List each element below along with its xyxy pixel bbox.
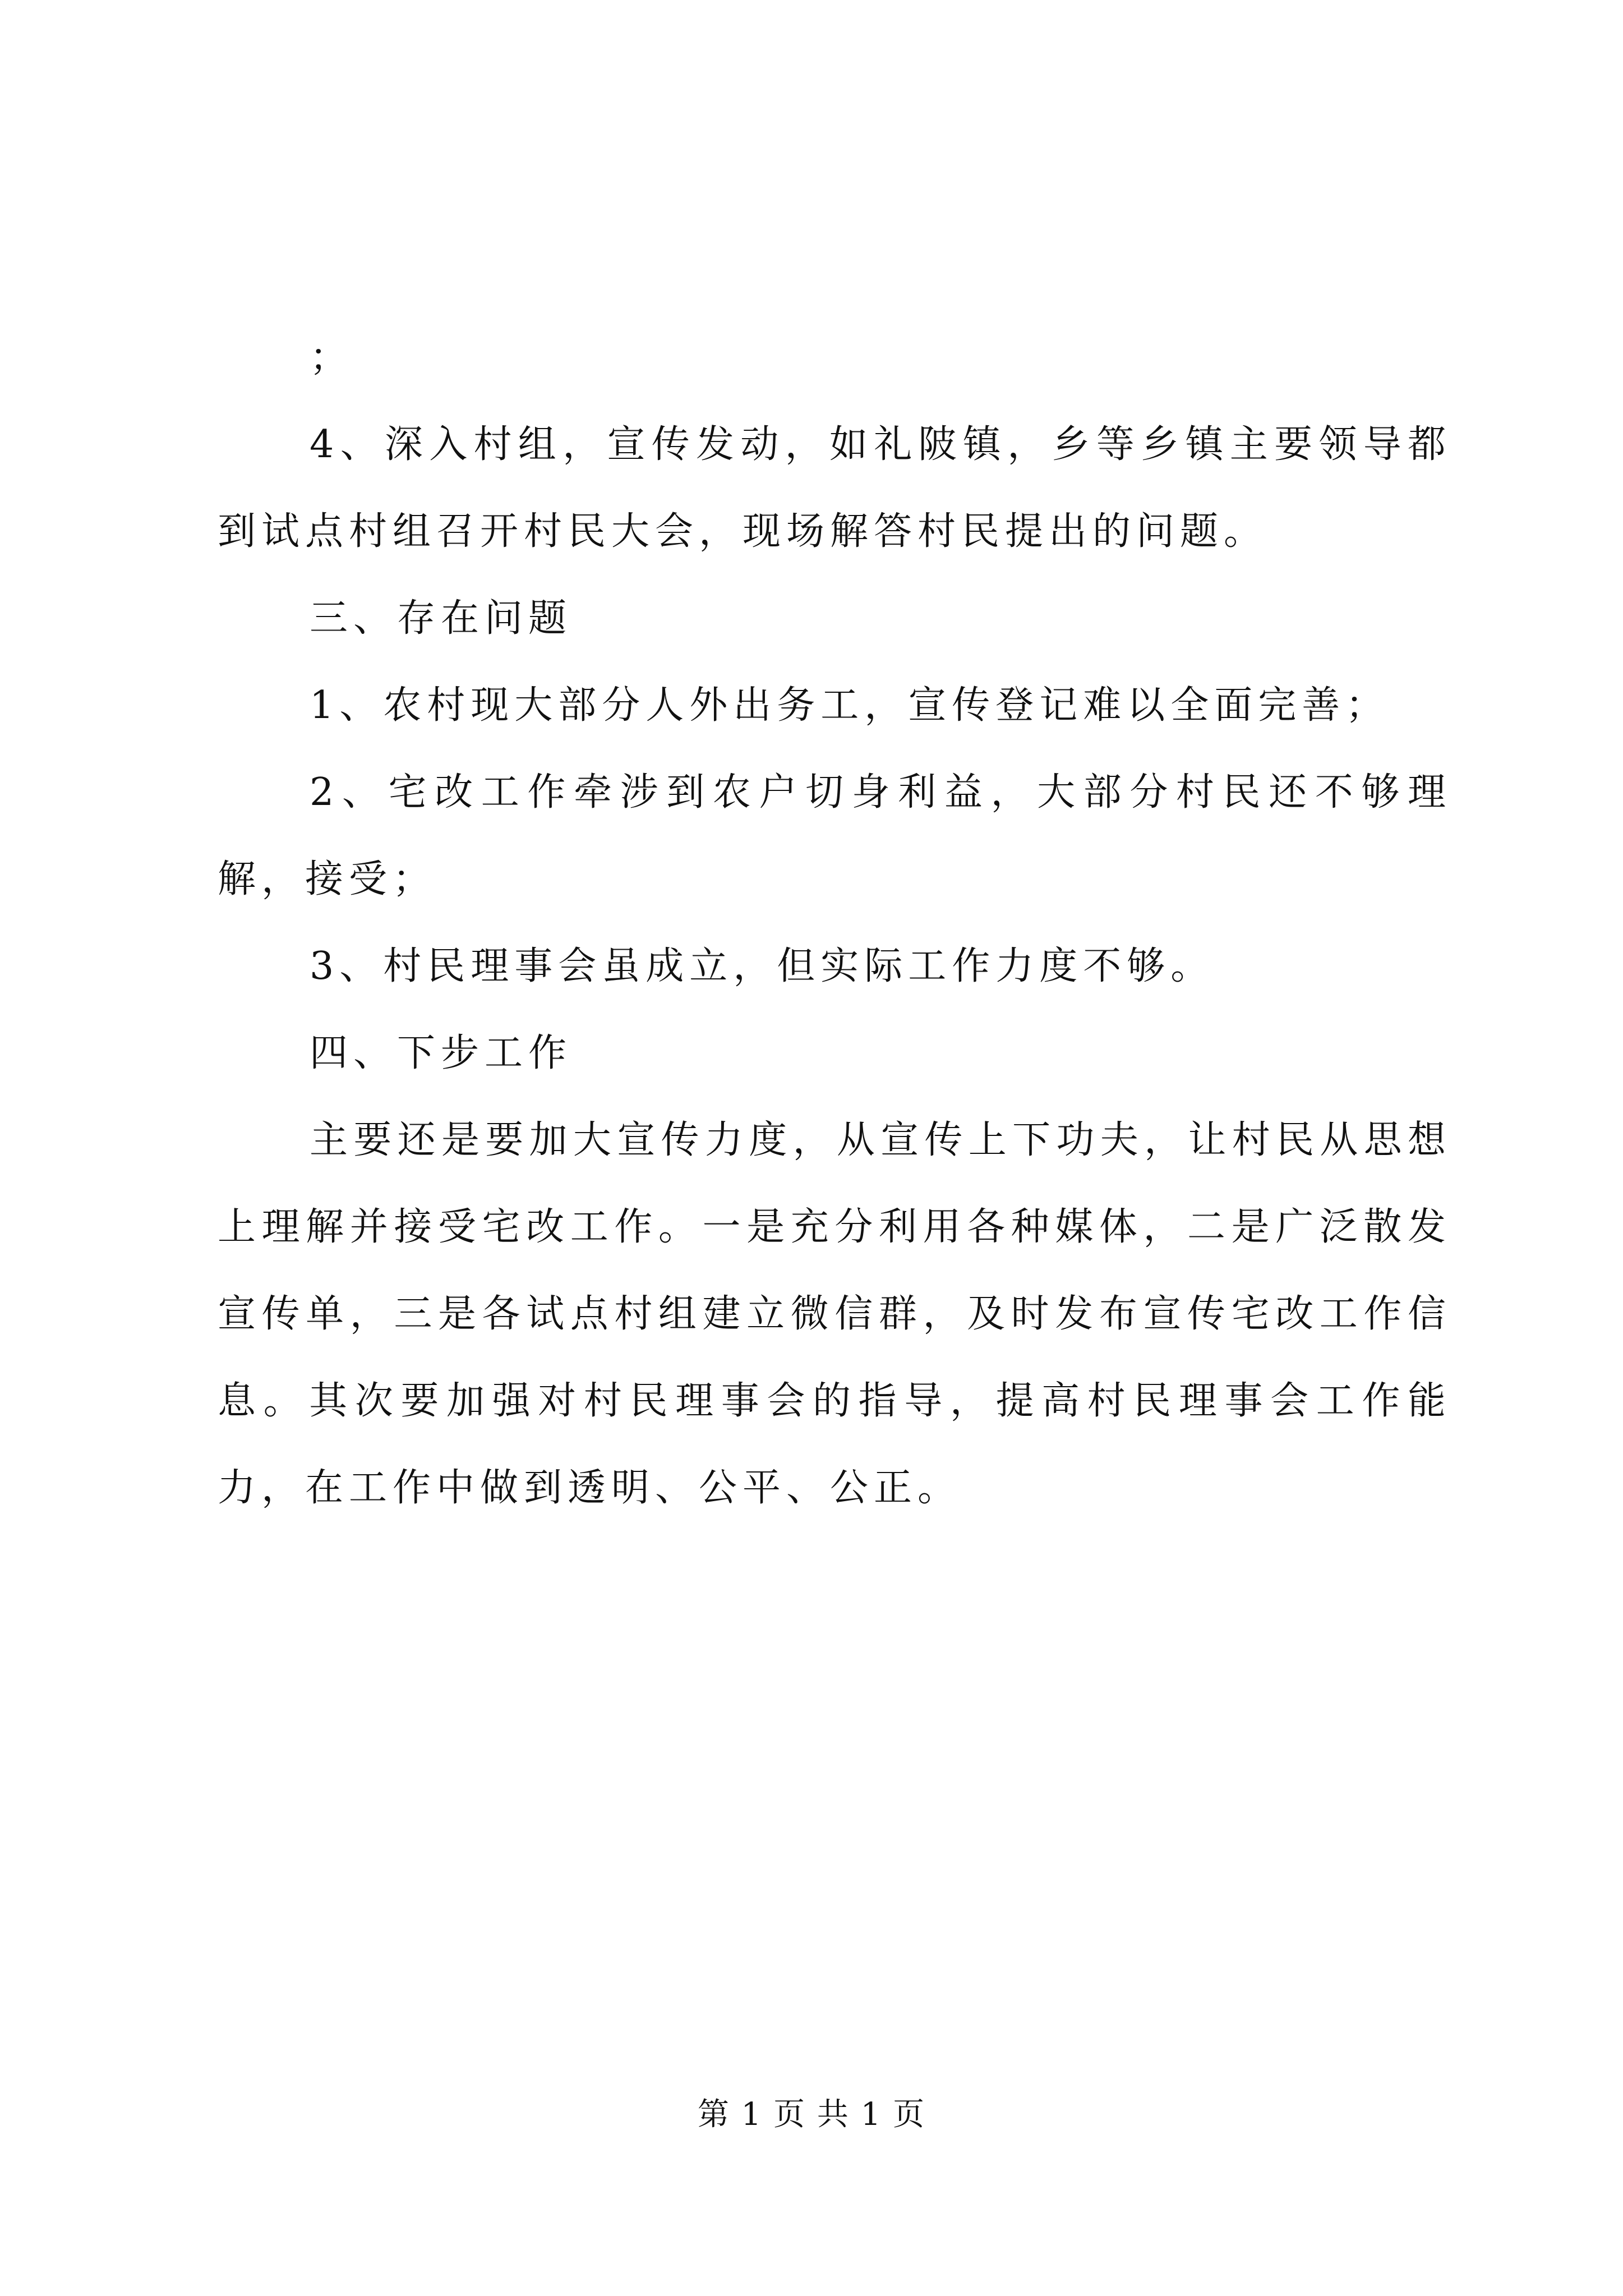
page-footer: 第 1 页 共 1 页 xyxy=(697,2096,926,2133)
paragraph-problem-2: 2、宅改工作牵涉到农户切身利益，大部分村民还不够理解，接受； xyxy=(218,770,1451,901)
paragraph-next-steps: 主要还是要加大宣传力度，从宣传上下功夫，让村民从思想上理解并接受宅改工作。一是充分利用各种媒体，二是广泛散发宣传单，三是各试点村组建立微信群，及时发布宣传宅改工作信息。其次要加强对村民理事会的指导，提高村民理事会工作能力，在工作中做到透明、公平、公正。 xyxy=(218,1118,1451,1510)
document-body xyxy=(218,314,1451,1531)
paragraph-item-4: 4、深入村组，宣传发动，如礼陂镇，乡等乡镇主要领导都到试点村组召开村民大会，现场解答村民提出的问题。 xyxy=(218,422,1451,554)
paragraph-problem-1: 1、农村现大部分人外出务工，宣传登记难以全面完善； xyxy=(310,683,1390,728)
section-heading-next-steps: 四、下步工作 xyxy=(310,1031,573,1075)
paragraph-problem-3: 3、村民理事会虽成立，但实际工作力度不够。 xyxy=(310,944,1215,988)
paragraph-semicolon: ； xyxy=(310,335,354,380)
section-heading-problems: 三、存在问题 xyxy=(310,596,573,641)
